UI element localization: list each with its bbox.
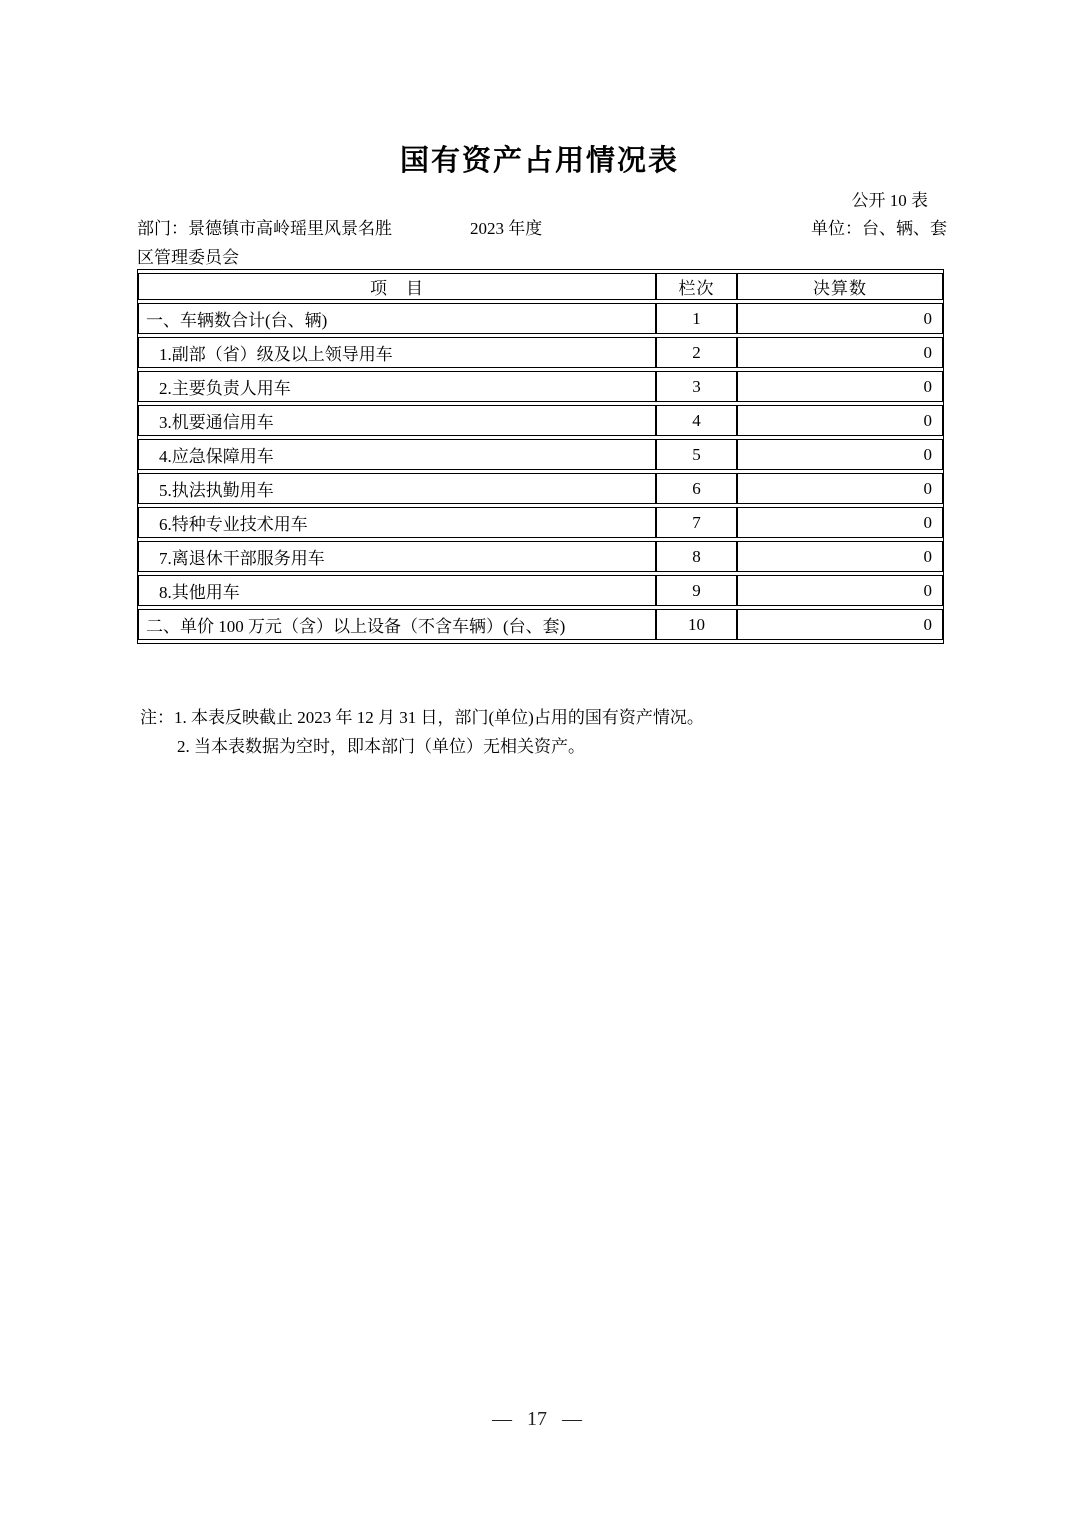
value-cell: 0 [737, 507, 943, 538]
col-header-colno: 栏次 [656, 273, 737, 300]
value-cell: 0 [737, 575, 943, 606]
page-number: — 17 — [492, 1408, 582, 1430]
colno-cell: 8 [656, 541, 737, 572]
table-header-row [138, 273, 943, 300]
table-row [138, 473, 943, 504]
colno-cell: 1 [656, 303, 737, 334]
item-cell: 2.主要负责人用车 [138, 371, 656, 402]
col-header-value: 决算数 [737, 273, 943, 300]
note-line-2 [140, 732, 945, 761]
unit-label: 单位：台、辆、套 [811, 219, 947, 238]
assets-table [137, 269, 944, 644]
table-row [138, 575, 943, 606]
colno-cell: 9 [656, 575, 737, 606]
col-header-item: 项 目 [138, 273, 656, 300]
value-cell: 0 [737, 541, 943, 572]
note-line-1 [140, 703, 945, 732]
value-cell: 0 [737, 439, 943, 470]
page-title: 国有资产占用情况表 [399, 145, 679, 177]
item-cell: 6.特种专业技术用车 [138, 507, 656, 538]
table-row [138, 507, 943, 538]
note-prefix: 注： [140, 708, 174, 727]
item-cell: 1.副部（省）级及以上领导用车 [138, 337, 656, 368]
item-cell: 5.执法执勤用车 [138, 473, 656, 504]
table-row [138, 439, 943, 470]
item-cell: 8.其他用车 [138, 575, 656, 606]
table-row [138, 371, 943, 402]
item-cell: 3.机要通信用车 [138, 405, 656, 436]
colno-cell: 3 [656, 371, 737, 402]
colno-cell: 7 [656, 507, 737, 538]
value-cell: 0 [737, 609, 943, 640]
table-notes [140, 703, 945, 761]
item-cell: 二、单价 100 万元（含）以上设备（不含车辆）(台、套) [138, 609, 656, 640]
item-cell: 4.应急保障用车 [138, 439, 656, 470]
note-text-2: 2. 当本表数据为空时，即本部门（单位）无相关资产。 [177, 737, 585, 756]
note-text-1: 1. 本表反映截止 2023 年 12 月 31 日，部门(单位)占用的国有资产情况。 [174, 708, 704, 727]
value-cell: 0 [737, 337, 943, 368]
item-cell: 7.离退休干部服务用车 [138, 541, 656, 572]
meta-row [137, 214, 947, 238]
table-row [138, 405, 943, 436]
table-row [138, 337, 943, 368]
colno-cell: 2 [656, 337, 737, 368]
department-label: 部门：景德镇市高岭瑶里风景名胜 [137, 219, 392, 238]
table-number-label: 公开 10 表 [851, 191, 928, 210]
table-row [138, 541, 943, 572]
value-cell: 0 [737, 371, 943, 402]
value-cell: 0 [737, 473, 943, 504]
value-cell: 0 [737, 405, 943, 436]
fiscal-year-label: 2023 年度 [470, 219, 543, 238]
table-row [138, 609, 943, 640]
colno-cell: 6 [656, 473, 737, 504]
department-label-line2: 区管理委员会 [137, 248, 239, 267]
colno-cell: 4 [656, 405, 737, 436]
value-cell: 0 [737, 303, 943, 334]
table-row [138, 303, 943, 334]
colno-cell: 5 [656, 439, 737, 470]
item-cell: 一、车辆数合计(台、辆) [138, 303, 656, 334]
colno-cell: 10 [656, 609, 737, 640]
